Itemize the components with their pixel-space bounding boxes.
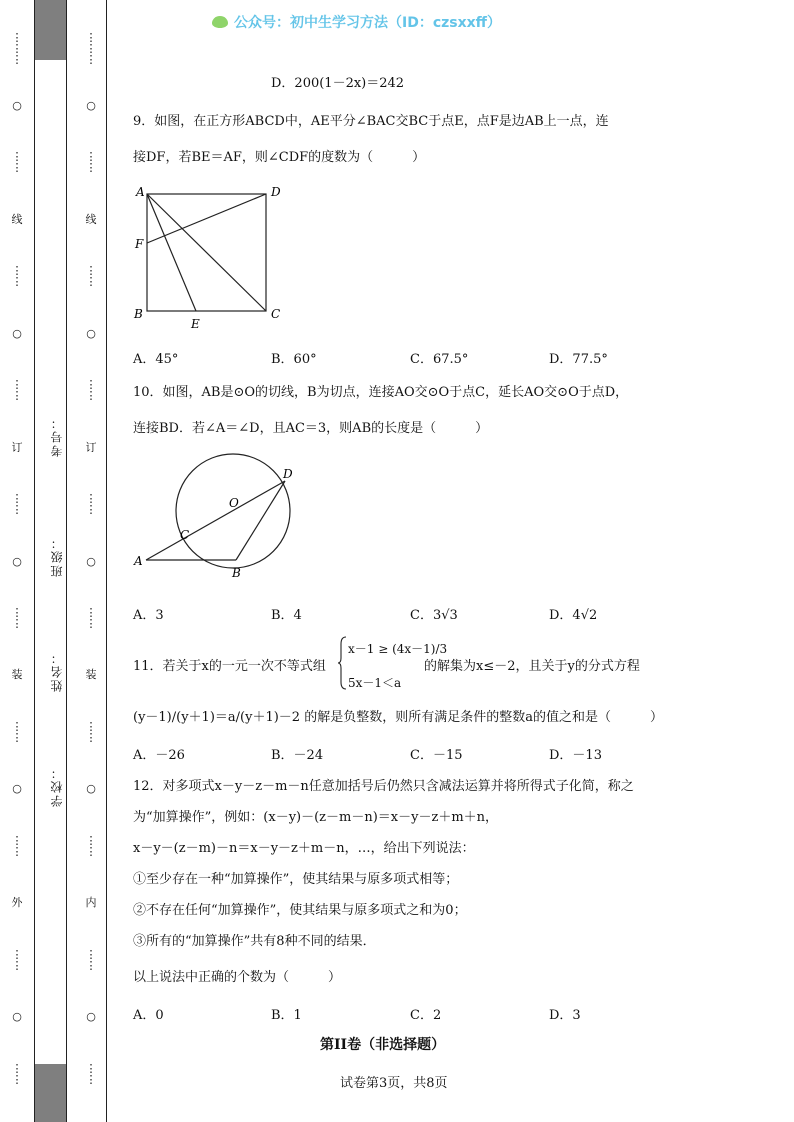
q9-option-c: C．67.5° bbox=[410, 352, 469, 367]
q10-text-line1: 10．如图，AB是⊙O的切线，B为切点，连接AO交⊙O于点C，延长AO交⊙O于点D， bbox=[133, 385, 629, 400]
gray-strip-top bbox=[34, 0, 66, 60]
page-footer: 试卷第3页，共8页 bbox=[340, 1076, 448, 1091]
q10-option-c: C．3√3 bbox=[410, 608, 458, 623]
q12-statement-3: ③所有的“加算操作”共有8种不同的结果． bbox=[133, 934, 376, 949]
q12-text-line2: 为“加算操作”，例如：(x－y)－(z－m－n)＝x－y－z＋m＋n， bbox=[133, 810, 499, 825]
q11-option-b: B．－24 bbox=[271, 748, 324, 763]
field-exam-number: 考号： bbox=[50, 415, 64, 457]
binding-mark: 装 bbox=[11, 668, 23, 682]
q12-text-line1: 12．对多项式x－y－z－m－n任意加括号后仍然只含减法运算并将所得式子化简，称之 bbox=[133, 779, 634, 794]
binding-mark: 装 bbox=[85, 668, 97, 682]
fig-label: B bbox=[134, 307, 143, 321]
q11-option-a: A．－26 bbox=[133, 748, 185, 763]
q9-option-b: B．60° bbox=[271, 352, 317, 367]
binding-mark: 订 bbox=[85, 440, 97, 454]
binding-mark: 线 bbox=[85, 212, 97, 226]
section-title: 第II卷（非选择题） bbox=[320, 1037, 446, 1053]
fig-label: C bbox=[271, 307, 281, 321]
brace-symbol bbox=[337, 636, 347, 690]
q11-option-d: D．－13 bbox=[549, 748, 602, 763]
q12-text-line3: x－y－(z－m)－n＝x－y－z＋m－n，…，给出下列说法： bbox=[133, 841, 475, 856]
q12-statement-2: ②不存在任何“加算操作”，使其结果与原多项式之和为0； bbox=[133, 903, 467, 918]
field-name: 姓名： bbox=[50, 650, 64, 692]
q11-text-line2: (y－1)/(y＋1)＝a/(y＋1)－2 的解是负整数，则所有满足条件的整数a的值之和是（ ） bbox=[133, 710, 663, 725]
q12-option-a: A．0 bbox=[133, 1008, 164, 1023]
binding-line bbox=[106, 0, 107, 1122]
binding-mark: 订 bbox=[11, 440, 23, 454]
q11-inequality-2: 5x－1＜a bbox=[348, 676, 402, 690]
binding-line bbox=[34, 0, 35, 1122]
binding-mark: 内 bbox=[85, 896, 97, 910]
binding-mark: 外 bbox=[11, 896, 23, 910]
header-watermark bbox=[212, 12, 501, 32]
q12-option-d: D．3 bbox=[549, 1008, 581, 1023]
binding-mark: 线 bbox=[11, 212, 23, 226]
q9-figure-square bbox=[130, 180, 290, 332]
fig-label: F bbox=[135, 237, 144, 251]
q11-inequality-1: x－1 ≥ (4x－1)/3 bbox=[348, 642, 448, 656]
fig-label: A bbox=[134, 554, 143, 568]
gray-strip-bottom bbox=[34, 1064, 66, 1122]
q8-option-d: D．200(1－2x)＝242 bbox=[271, 76, 405, 91]
binding-margin bbox=[0, 0, 108, 1122]
q10-option-a: A．3 bbox=[133, 608, 164, 623]
inner-dotted-column: ⋮ ⋮ ⋮ ○ ⋮ ⋮ 线 ⋮ ⋮ ○ ⋮ ⋮ 订 ⋮ ⋮ ○ ⋮ ⋮ 装 ⋮ ⋮ ○ ⋮ ⋮ 内 ⋮ ⋮ ○ ⋮ ⋮ bbox=[85, 30, 97, 1086]
q12-option-c: C．2 bbox=[410, 1008, 442, 1023]
field-school: 学校： bbox=[50, 765, 64, 807]
outer-dotted-column: ⋮ ⋮ ⋮ ○ ⋮ ⋮ 线 ⋮ ⋮ ○ ⋮ ⋮ 订 ⋮ ⋮ ○ ⋮ ⋮ 装 ⋮ ⋮ ○ ⋮ ⋮ 外 ⋮ ⋮ ○ ⋮ ⋮ bbox=[11, 30, 23, 1086]
q9-option-d: D．77.5° bbox=[549, 352, 608, 367]
q10-option-b: B．4 bbox=[271, 608, 302, 623]
wechat-icon bbox=[212, 16, 228, 28]
fig-label: C bbox=[180, 528, 190, 542]
fig-label: A bbox=[136, 185, 145, 199]
binding-line bbox=[66, 0, 67, 1122]
q9-option-a: A．45° bbox=[133, 352, 179, 367]
q9-text-line2: 接DF，若BE＝AF，则∠CDF的度数为（ ） bbox=[133, 150, 426, 165]
fig-label: D bbox=[283, 467, 293, 481]
fig-label: B bbox=[232, 566, 241, 580]
q12-statement-1: ①至少存在一种“加算操作”，使其结果与原多项式相等； bbox=[133, 872, 459, 887]
fig-label: O bbox=[229, 496, 239, 510]
fig-label: D bbox=[271, 185, 281, 199]
q10-option-d: D．4√2 bbox=[549, 608, 598, 623]
q11-text-tail: 的解集为x≤－2，且关于y的分式方程 bbox=[424, 659, 640, 674]
q11-text-lead: 11．若关于x的一元一次不等式组 bbox=[133, 659, 326, 674]
q12-option-b: B．1 bbox=[271, 1008, 302, 1023]
field-class: 班级： bbox=[50, 535, 64, 577]
q10-text-line2: 连接BD．若∠A＝∠D，且AC＝3，则AB的长度是（ ） bbox=[133, 421, 489, 436]
q10-figure-circle bbox=[130, 445, 300, 585]
header-text: 公众号：初中生学习方法（ID：czsxxff） bbox=[234, 15, 502, 31]
q11-option-c: C．－15 bbox=[410, 748, 463, 763]
fig-label: E bbox=[191, 317, 200, 331]
q9-text-line1: 9．如图，在正方形ABCD中，AE平分∠BAC交BC于点E，点F是边AB上一点，连 bbox=[133, 114, 609, 129]
q12-ask: 以上说法中正确的个数为（ ） bbox=[133, 970, 342, 985]
